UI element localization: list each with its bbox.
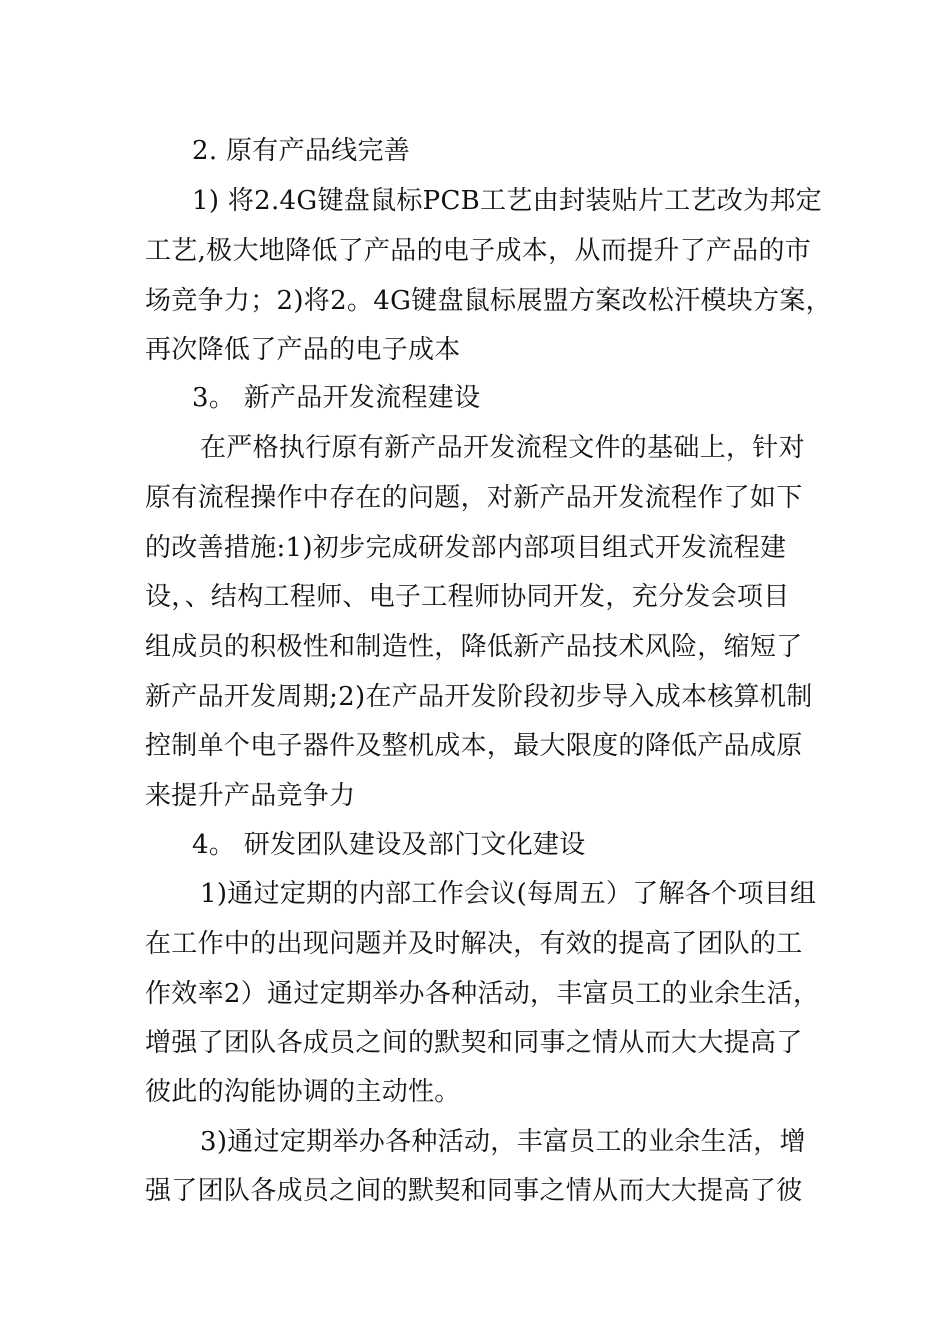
paragraph-line: 作效率2）通过定期举办各种活动，丰富员工的业余生活，	[145, 979, 820, 1009]
paragraph-line: 原有流程操作中存在的问题，对新产品开发流程作了如下	[145, 483, 803, 513]
section-heading-2: 2. 原有产品线完善	[192, 136, 411, 166]
paragraph-line: 设，、结构工程师、电子工程师协同开发，充分发会项目	[145, 582, 790, 612]
paragraph-line: 彼此的沟能协调的主动性。	[145, 1077, 461, 1107]
paragraph-line: 新产品开发周期;2)在产品开发阶段初步导入成本核算机制	[145, 682, 813, 712]
paragraph-line: 的改善措施:1)初步完成研发部内部项目组式开发流程建	[145, 533, 787, 563]
paragraph-line: 在工作中的出现问题并及时解决，有效的提高了团队的工	[145, 929, 803, 959]
paragraph-line: 组成员的积极性和制造性，降低新产品技术风险，缩短了	[145, 632, 803, 662]
paragraph-line: 增强了团队各成员之间的默契和同事之情从而大大提高了	[145, 1028, 803, 1058]
section-heading-3: 3。 新产品开发流程建设	[192, 383, 481, 413]
paragraph-line: 1) 将2.4G键盘鼠标PCB工艺由封装贴片工艺改为邦定	[192, 186, 822, 216]
paragraph-line: 1)通过定期的内部工作会议(每周五）了解各个项目组	[200, 879, 817, 909]
paragraph-line: 再次降低了产品的电子成本	[145, 335, 461, 365]
paragraph-line: 来提升产品竞争力	[145, 781, 356, 811]
paragraph-line: 3)通过定期举办各种活动，丰富员工的业余生活，增	[200, 1127, 806, 1157]
section-heading-4: 4。 研发团队建设及部门文化建设	[192, 830, 586, 860]
paragraph-line: 控制单个电子器件及整机成本，最大限度的降低产品成原	[145, 731, 803, 761]
paragraph-line: 在严格执行原有新产品开发流程文件的基础上，针对	[200, 433, 805, 463]
paragraph-line: 强了团队各成员之间的默契和同事之情从而大大提高了彼	[145, 1176, 803, 1206]
paragraph-line: 工艺,极大地降低了产品的电子成本，从而提升了产品的市	[145, 236, 812, 266]
paragraph-line: 场竞争力；2)将2。4G键盘鼠标展盟方案改松汗模块方案，	[145, 286, 832, 316]
